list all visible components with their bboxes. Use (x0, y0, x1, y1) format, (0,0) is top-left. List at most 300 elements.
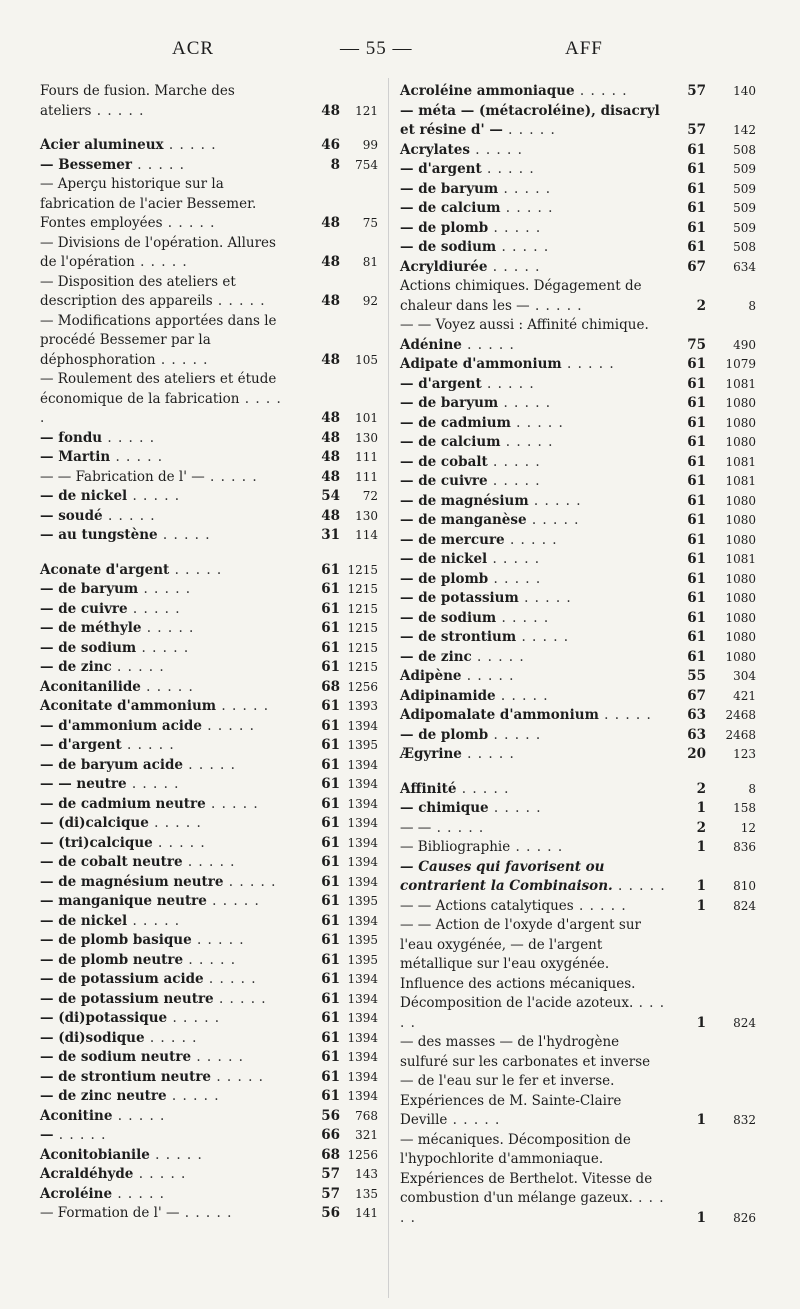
entry-text: — de méthyle (40, 620, 142, 636)
page-reference: 130 (355, 508, 378, 523)
index-entry (40, 175, 378, 234)
page-reference: 824 (733, 1015, 756, 1030)
page-reference: 111 (355, 469, 378, 484)
volume-number: 61 (687, 531, 706, 548)
entry-text: Acier alumineux (40, 137, 164, 153)
page-reference: 8 (748, 781, 756, 796)
index-entry (40, 834, 378, 854)
volume-number: 48 (321, 102, 340, 119)
entry-text: — (di)potassique (40, 1010, 168, 1026)
volume-number: 67 (687, 258, 706, 275)
page-reference: 1215 (347, 582, 378, 596)
entry-text: — de magnésium neutre (40, 873, 224, 890)
leader-dots: . . . . . (504, 531, 558, 548)
index-entry (40, 619, 378, 639)
page-reference: 1080 (725, 630, 756, 644)
leader-dots: . . . . . (447, 1112, 501, 1128)
leader-dots: . . . . . (211, 1068, 264, 1085)
leader-dots: . . . . . (502, 122, 556, 138)
volume-number: 1 (696, 1014, 706, 1031)
leader-dots: . . . . . (112, 1107, 166, 1124)
header-left-guide: ACR (172, 38, 215, 59)
volume-number: 1 (696, 1209, 706, 1226)
page-reference: 142 (733, 123, 756, 137)
volume-number: 8 (330, 156, 340, 173)
page-reference: 99 (362, 138, 378, 152)
page-reference: 1394 (347, 855, 378, 869)
index-entry (40, 156, 378, 176)
volume-number: 61 (687, 200, 706, 216)
index-entry (40, 873, 378, 893)
page-reference: 1394 (347, 1069, 378, 1084)
volume-number: 61 (321, 873, 340, 890)
volume-number: 61 (321, 737, 340, 753)
entry-text: — de sodium (400, 239, 497, 255)
volume-number: 61 (321, 620, 340, 636)
index-entry (40, 1126, 378, 1146)
leader-dots: . . . . . (133, 1166, 187, 1182)
volume-number: 54 (321, 488, 340, 504)
volume-number: 31 (321, 527, 340, 543)
volume-number: 61 (687, 180, 706, 197)
index-entry (400, 180, 756, 200)
leader-dots: . . . . . (529, 297, 583, 314)
volume-number: 2 (696, 819, 706, 836)
index-entry (400, 414, 756, 434)
volume-number: 61 (687, 492, 706, 509)
volume-number: 48 (321, 410, 340, 426)
entry-text: — de plomb (400, 219, 489, 236)
entry-text: Adipinamide (400, 687, 496, 704)
page-reference: 143 (355, 1167, 378, 1181)
index-entry (400, 453, 756, 473)
index-entry (40, 312, 378, 371)
index-entry (400, 82, 756, 102)
leader-dots: . . . . . (488, 800, 542, 816)
volume-number: 61 (321, 776, 340, 792)
page-reference: 1215 (347, 621, 378, 635)
volume-number: 61 (321, 1010, 340, 1026)
page-reference: 1256 (347, 1147, 378, 1162)
volume-number: 48 (321, 254, 340, 270)
leader-dots: . . . . . (487, 551, 541, 567)
entry-text: Affinité (400, 780, 457, 797)
entry-text: — mécaniques. Décomposition de l'hypochlorite d'ammoniaque. Expériences de Berthelot. Vitesse de combustion d'un mélange gazeux. (400, 1131, 653, 1206)
entry-text: Adipène (400, 668, 462, 684)
page-reference: 1080 (725, 415, 756, 430)
volume-number: 61 (321, 600, 340, 617)
entry-text: — chimique (400, 800, 489, 816)
leader-dots: . . . . . (498, 395, 552, 411)
index-entry (400, 550, 756, 570)
entry-text: — Roulement des ateliers et étude économique de la fabrication (40, 371, 277, 407)
volume-number: 61 (687, 609, 706, 626)
page-reference: 114 (355, 528, 378, 542)
page-reference: 1394 (347, 874, 378, 889)
page-reference: 1394 (347, 757, 378, 772)
index-entry (40, 1146, 378, 1166)
index-entry (40, 639, 378, 659)
index-column-right (400, 82, 756, 1228)
leader-dots: . . . . . (487, 453, 541, 470)
index-entry (40, 1204, 378, 1224)
leader-dots: . . . . . (461, 746, 515, 762)
volume-number: 1 (696, 1112, 706, 1128)
page-reference: 490 (733, 337, 756, 352)
entry-text: — soudé (40, 507, 103, 524)
entry-text: — des masses — de l'hydrogène sulfuré sur les carbonates et inverse — de l'eau sur le fer et inverse. Expériences de M. Sainte-Claire Deville (400, 1034, 651, 1128)
entry-text: Adipomalate d'ammonium (400, 707, 599, 723)
volume-number: 61 (687, 570, 706, 587)
volume-number: 46 (321, 137, 340, 153)
index-entry (40, 697, 378, 717)
leader-dots: . . . . . (127, 600, 181, 617)
entry-text: Aconitate d'ammonium (40, 698, 217, 714)
entry-text: — (di)calcique (40, 815, 149, 831)
volume-number: 61 (321, 932, 340, 948)
entry-text: — (40, 1127, 54, 1143)
page-reference: 1079 (725, 357, 756, 371)
page-reference: 1394 (347, 718, 378, 733)
entry-text: — de zinc neutre (40, 1088, 167, 1104)
volume-number: 61 (321, 1068, 340, 1085)
leader-dots: . . . . . (203, 971, 257, 987)
entry-text: — de mercure (400, 531, 505, 548)
entry-text: Ægyrine (400, 746, 462, 762)
index-entry (400, 589, 756, 609)
entry-text: — d'ammonium acide (40, 717, 202, 734)
page-reference: 8 (748, 298, 756, 313)
index-entry (400, 277, 756, 316)
index-entry (400, 336, 756, 356)
page-reference: 140 (733, 84, 756, 98)
leader-dots: . . . . . (138, 581, 192, 597)
page-reference: 832 (733, 1113, 756, 1127)
entry-text: — manganique neutre (40, 893, 207, 909)
volume-number: 56 (321, 1205, 340, 1221)
volume-number: 75 (687, 336, 706, 353)
page-reference: 508 (733, 240, 756, 254)
page-reference: 1080 (725, 396, 756, 410)
index-entry (400, 355, 756, 375)
index-entry (40, 234, 378, 273)
page-reference: 810 (733, 879, 756, 893)
entry-text: — de sodium (400, 609, 497, 626)
entry-text: — Modifications apportées dans le procédé Bessemer par la déphosphoration (40, 312, 277, 368)
leader-dots: . . . . . (612, 878, 666, 894)
index-entry (400, 609, 756, 629)
volume-number: 61 (687, 141, 706, 158)
leader-dots: . . . . . (518, 590, 572, 606)
index-entry (40, 756, 378, 776)
volume-number: 57 (321, 1166, 340, 1182)
leader-dots: . . . . . (136, 639, 190, 656)
volume-number: 61 (687, 590, 706, 606)
index-entry (400, 199, 756, 219)
index-entry (400, 394, 756, 414)
entry-text: — Formation de l' — (40, 1205, 180, 1221)
page-reference: 158 (733, 801, 756, 815)
page-reference: 111 (355, 450, 378, 464)
leader-dots: . . . . . (574, 83, 628, 99)
volume-number: 61 (321, 1088, 340, 1104)
volume-number: 61 (321, 912, 340, 929)
entry-text: Acroléine ammoniaque (400, 83, 575, 99)
volume-number: 61 (687, 453, 706, 470)
index-entry (400, 799, 756, 819)
page-reference: 1080 (725, 591, 756, 605)
leader-dots: . . . . . (131, 156, 185, 173)
volume-number: 1 (696, 878, 706, 894)
entry-text: — de plomb neutre (40, 951, 184, 968)
leader-dots: . . . . . (162, 215, 216, 231)
leader-dots: . . . . . (510, 414, 564, 431)
volume-number: 61 (687, 414, 706, 431)
volume-number: 2 (696, 780, 706, 797)
index-entry (40, 429, 378, 449)
index-entry (40, 273, 378, 312)
leader-dots: . . . . . (152, 834, 206, 851)
entry-text: — d'argent (400, 375, 482, 392)
index-entry (400, 258, 756, 278)
leader-dots: . . . . . (149, 1146, 203, 1163)
entry-text: — de cobalt (400, 453, 488, 470)
entry-text: — — Action de l'oxyde d'argent sur l'eau oxygénée, — de l'argent métallique sur l'eau oxygénée. Influence des actions mécaniques. Décomposition de l'acide azoteux. (400, 917, 641, 1011)
leader-dots: . . . . . (191, 932, 245, 948)
entry-text: — fondu (40, 429, 103, 446)
entry-text: Aconitobianile (40, 1146, 150, 1163)
volume-number: 61 (687, 629, 706, 645)
entry-text: — de nickel (400, 551, 488, 567)
volume-number: 55 (687, 668, 706, 684)
page-reference: 1395 (347, 894, 378, 908)
index-entry (400, 687, 756, 707)
volume-number: 20 (687, 746, 706, 762)
index-entry (40, 912, 378, 932)
entry-text: Acrylates (400, 141, 470, 158)
leader-dots: . . . . . (487, 473, 541, 489)
volume-number: 48 (321, 449, 340, 465)
entry-text: — de potassium neutre (40, 990, 214, 1007)
page-reference: 824 (733, 898, 756, 913)
index-entry (40, 717, 378, 737)
page-reference: 1395 (347, 738, 378, 752)
index-entry (40, 507, 378, 527)
index-entry (400, 1033, 756, 1131)
volume-number: 61 (321, 698, 340, 714)
index-entry (400, 916, 756, 1033)
index-entry (400, 492, 756, 512)
page-reference: 1393 (347, 699, 378, 713)
leader-dots: . . . . . (496, 239, 550, 255)
leader-dots: . . . . . (134, 254, 188, 270)
page-reference: 1394 (347, 1030, 378, 1045)
index-entry (400, 648, 756, 668)
volume-number: 66 (321, 1127, 340, 1143)
entry-text: — de manganèse (400, 512, 527, 528)
entry-text: — d'argent (400, 161, 482, 177)
volume-number: 61 (321, 717, 340, 734)
page-reference: 123 (733, 747, 756, 761)
index-entry (40, 1068, 378, 1088)
page-reference: 1394 (347, 777, 378, 791)
index-entry (400, 745, 756, 765)
page-reference: 1080 (725, 571, 756, 586)
page-reference: 81 (362, 255, 378, 269)
leader-dots: . . . . . (598, 707, 652, 723)
leader-dots: . . . . . (500, 200, 554, 216)
leader-dots: . . . . . (206, 893, 260, 909)
leader-dots: . . . . . (102, 507, 156, 524)
page-reference: 1394 (347, 1011, 378, 1025)
index-entry (400, 1131, 756, 1229)
entry-text: — de nickel (40, 488, 128, 504)
entry-text: Acryldiurée (400, 258, 488, 275)
index-entry (40, 678, 378, 698)
entry-text: Adénine (400, 336, 462, 353)
entry-text: — de plomb basique (40, 932, 192, 948)
entry-text: Actions chimiques. Dégagement de chaleur dans les — (400, 278, 642, 314)
index-entry (400, 667, 756, 687)
index-entry (40, 1107, 378, 1127)
leader-dots: . . . . . (400, 995, 666, 1031)
index-entry (40, 561, 378, 581)
page-reference: 508 (733, 142, 756, 157)
entry-text: Acraldéhyde (40, 1166, 134, 1182)
page-header (0, 38, 800, 68)
entry-text: — Causes qui favorisent ou contrarient la Combinaison. (400, 858, 613, 894)
page-reference: 1394 (347, 913, 378, 928)
page-reference: 509 (733, 181, 756, 196)
index-entry (400, 160, 756, 180)
page-reference: 509 (733, 220, 756, 235)
volume-number: 63 (687, 707, 706, 723)
page-reference: 1215 (347, 562, 378, 577)
leader-dots: . . . . . (167, 1010, 221, 1026)
volume-number: 61 (687, 473, 706, 489)
volume-number: 61 (321, 639, 340, 656)
volume-number: 61 (321, 581, 340, 597)
entry-text: — de sodium (40, 639, 137, 656)
leader-dots: . . . . . (112, 1185, 165, 1202)
entry-text: — (di)sodique (40, 1029, 145, 1046)
page-reference: 1394 (347, 816, 378, 830)
leader-dots: . . . . . (495, 687, 549, 704)
page-reference: 2468 (725, 727, 756, 742)
index-entry (400, 628, 756, 648)
page-reference: 321 (355, 1128, 378, 1142)
page-reference: 75 (362, 216, 378, 230)
leader-dots: . . . . . (481, 375, 535, 392)
page-reference: 634 (733, 259, 756, 274)
entry-text: — de cadmium neutre (40, 795, 206, 812)
entry-text: — — Fabrication de l' — (40, 468, 205, 485)
page-reference: 1081 (725, 552, 756, 566)
entry-text: — de zinc (400, 648, 472, 665)
index-entry (40, 990, 378, 1010)
leader-dots: . . . . . (127, 912, 181, 929)
entry-text: Adipate d'ammonium (400, 356, 562, 372)
entry-text: — de cobalt neutre (40, 854, 183, 870)
entry-text: — Bibliographie (400, 839, 511, 855)
entry-text: — (tri)calcique (40, 834, 153, 851)
leader-dots: . . . . . (461, 668, 515, 684)
volume-number: 61 (687, 512, 706, 528)
index-entry (40, 658, 378, 678)
index-entry (40, 736, 378, 756)
index-entry (40, 526, 378, 546)
volume-number: 61 (687, 395, 706, 411)
page-reference: 141 (355, 1206, 378, 1220)
leader-dots: . . . . . (212, 293, 266, 309)
entry-text: — méta — (métacroléine), disacryl et résine d' — (400, 102, 660, 138)
volume-number: 48 (321, 293, 340, 309)
page-reference: 836 (733, 840, 756, 854)
leader-dots: . . . . . (53, 1127, 107, 1143)
leader-dots: . . . . . (126, 776, 180, 792)
page-reference: 509 (733, 162, 756, 176)
index-entry (40, 1048, 378, 1068)
page-reference: 1080 (725, 513, 756, 527)
entry-text: — — Actions catalytiques (400, 897, 574, 914)
volume-number: 57 (687, 83, 706, 99)
entry-text: — Disposition des ateliers et description des appareils (40, 273, 236, 309)
leader-dots: . . . . . (127, 488, 181, 504)
leader-dots: . . . . . (163, 137, 217, 153)
entry-text: — de cadmium (400, 414, 511, 431)
entry-text: — — neutre (40, 776, 127, 792)
leader-dots: . . . . . (481, 161, 535, 177)
page-reference: 509 (733, 201, 756, 215)
page-reference: 105 (355, 352, 378, 367)
leader-dots: . . . . . (496, 609, 550, 626)
leader-dots: . . . . . (469, 141, 523, 158)
volume-number: 61 (321, 893, 340, 909)
volume-number: 61 (687, 434, 706, 450)
page-reference: 1395 (347, 952, 378, 967)
page-reference: 1394 (347, 796, 378, 811)
volume-number: 61 (321, 1029, 340, 1046)
page-reference: 1394 (347, 1089, 378, 1103)
index-entry (40, 775, 378, 795)
index-entry (40, 814, 378, 834)
volume-number: 61 (687, 356, 706, 372)
entry-text: — de strontium neutre (40, 1068, 212, 1085)
volume-number: 57 (321, 1185, 340, 1202)
leader-dots: . . . . . (121, 737, 175, 753)
page-reference: 2468 (725, 708, 756, 722)
page-reference: 304 (733, 669, 756, 683)
volume-number: 61 (321, 561, 340, 578)
page-reference: 1394 (347, 835, 378, 850)
page-reference: 1215 (347, 601, 378, 616)
leader-dots: . . . . . (91, 102, 145, 119)
index-entry (400, 570, 756, 590)
index-entry (40, 1087, 378, 1107)
leader-dots: . . . . . (216, 698, 270, 714)
leader-dots: . . . . . (223, 873, 277, 890)
volume-number: 61 (321, 815, 340, 831)
volume-number: 61 (321, 854, 340, 870)
leader-dots: . . . . . (516, 629, 570, 645)
leader-dots: . . . . . (182, 854, 236, 870)
entry-text: — de potassium (400, 590, 519, 606)
leader-dots: . . . . . (431, 819, 485, 836)
leader-dots: . . . . . (487, 258, 541, 275)
column-divider (388, 78, 389, 1298)
index-entry (400, 897, 756, 917)
index-entry (40, 448, 378, 468)
